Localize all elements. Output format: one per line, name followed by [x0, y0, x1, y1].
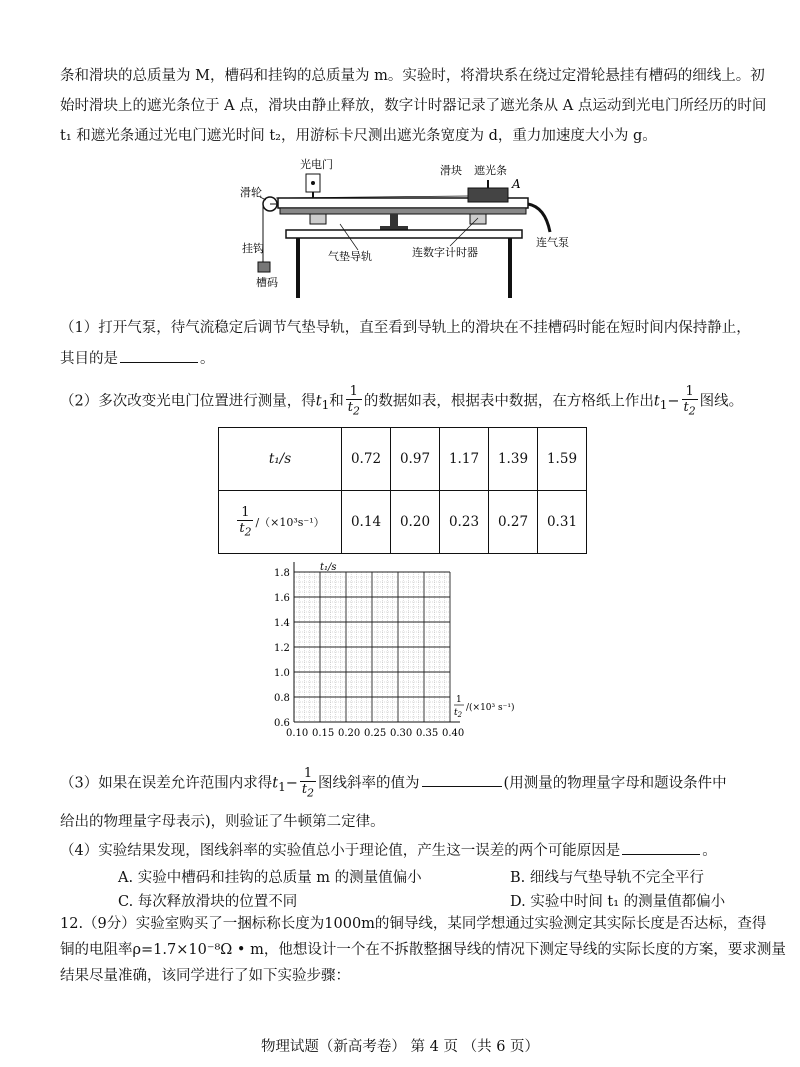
q2-frac-b-den: [682, 400, 698, 419]
q3-frac-t2: t: [301, 782, 308, 797]
slider-label: 滑块: [440, 164, 462, 177]
q3-line-2: 给出的物理量字母表示)，则验证了牛顿第二定律。: [60, 814, 385, 830]
table-cell: 0.27: [489, 491, 538, 554]
q2-middle: 的数据如表，根据表中数据，在方格纸上作出: [363, 393, 654, 410]
y-axis-label: t₁/s: [320, 562, 337, 573]
q1-answer-blank[interactable]: [120, 348, 198, 363]
q1-line-1: （1）打开气泵，待气流稳定后调节气垫导轨，直至看到导轨上的滑块在不挂槽码时能在短时间内保持静止，: [60, 320, 751, 336]
q4-prefix: （4）实验结果发现，图线斜率的实验值总小于理论值，产生这一误差的两个可能原因是: [60, 843, 621, 859]
y-tick-label: 0.6: [274, 718, 290, 729]
q3-dash: −: [285, 775, 298, 792]
q2-prefix: （2）多次改变光电门位置进行测量，得: [60, 393, 316, 410]
q12-line-1: 12.（9分）实验室购买了一捆标称长度为1000m的铜导线，某同学想通过实验测定其实际长度是否达标，查得: [60, 916, 767, 932]
x-tick-label: 0.25: [364, 728, 387, 739]
x-axis-frac-den: [454, 708, 463, 719]
timer-label: 连数字计时器: [412, 246, 478, 259]
y-tick-label: 1.2: [274, 643, 290, 654]
q4-option-c[interactable]: C. 每次释放滑块的位置不同: [118, 894, 298, 910]
air-track-label: 气垫导轨: [328, 250, 372, 263]
table-cell: 0.97: [391, 428, 440, 491]
table-frac-t2: t: [239, 520, 245, 536]
table-row-t1: [219, 428, 587, 491]
q2-dash: −: [667, 393, 680, 410]
hook-label: 挂钩: [242, 242, 264, 255]
q12-line-2: 铜的电阻率ρ=1.7×10⁻⁸Ω • m，他想设计一个在不拆散整捆导线的情况下测定导线的实际长度的方案，要求测量: [60, 942, 786, 958]
y-tick-label: 1.0: [274, 668, 290, 679]
q2-frac-b-num: 1: [682, 384, 698, 400]
q3-frac-den: [300, 782, 316, 801]
x-tick-label: 0.15: [312, 728, 335, 739]
q2-inverse-t2: [346, 384, 362, 419]
q2-inverse-t2-b: [682, 384, 698, 419]
x-tick-label: 0.35: [416, 728, 439, 739]
q2-frac-b-t2: t: [683, 400, 689, 415]
table-header-inverse-t2: [219, 491, 342, 554]
q3-t1: t: [272, 775, 279, 792]
table-frac-t2-sub: 2: [244, 525, 252, 539]
intro-line-3: t₁ 和遮光条通过光电门遮光时间 t₂，用游标卡尺测出遮光条宽度为 d，重力加速度大小为 g。: [60, 128, 657, 144]
q4-suffix: 。: [702, 843, 717, 859]
q2-t1-b: t: [653, 393, 660, 410]
q2-frac-t2-sub: 2: [352, 404, 360, 418]
y-tick-label: 1.6: [274, 593, 290, 604]
grid-lines: [294, 562, 460, 722]
q3-frac-num: 1: [300, 766, 316, 782]
x-axis-unit: /(×10³ s⁻¹): [466, 703, 515, 713]
intro-line-2: 始时滑块上的遮光条位于 A 点，滑块由静止释放，数字计时器记录了遮光条从 A 点运动到光电门所经历的时间: [60, 98, 767, 114]
q3-prefix: （3）如果在误差允许范围内求得: [60, 775, 273, 792]
q4-option-d[interactable]: D. 实验中时间 t₁ 的测量值都偏小: [510, 894, 726, 910]
air-track-apparatus-diagram: [240, 152, 580, 302]
x-tick-label: 0.40: [442, 728, 465, 739]
table-header-t1: t₁/s: [219, 428, 342, 491]
grid-labels: [274, 568, 464, 739]
graph-paper[interactable]: [260, 560, 550, 745]
q2-t1-sub: 1: [321, 398, 330, 413]
q2-frac-den: [346, 400, 362, 419]
q2-frac-num: 1: [346, 384, 362, 400]
x-axis-label: [454, 695, 515, 719]
x-tick-label: 0.30: [390, 728, 413, 739]
x-axis-frac-t-sub: 2: [457, 711, 463, 719]
pulley-label: 滑轮: [240, 186, 262, 199]
q1-line-2: [60, 348, 215, 369]
q3-line-1: [60, 766, 727, 801]
q2-suffix: 图线。: [699, 393, 744, 410]
q2-t1-b-sub: 1: [659, 398, 668, 413]
table-cell: 0.23: [440, 491, 489, 554]
x-tick-label: 0.20: [338, 728, 361, 739]
table-row-inverse-t2: [219, 491, 587, 554]
table-cell: 0.72: [342, 428, 391, 491]
page-footer: 物理试题（新高考卷） 第 4 页 （共 6 页）: [260, 1039, 540, 1055]
y-tick-label: 0.8: [274, 693, 290, 704]
q2-t1: t: [315, 393, 322, 410]
q2-frac-t2: t: [347, 400, 353, 415]
y-tick-label: 1.8: [274, 568, 290, 579]
x-axis-frac-num: 1: [456, 695, 462, 705]
table-cell: 1.39: [489, 428, 538, 491]
q2-stem: [60, 384, 743, 419]
table-cell: 1.59: [538, 428, 587, 491]
table-cell: 1.17: [440, 428, 489, 491]
table-cell: 0.31: [538, 491, 587, 554]
q4-stem: [60, 840, 717, 861]
data-table: [218, 427, 587, 554]
q2-and: 和: [329, 393, 344, 410]
q3-frac-t2-sub: 2: [307, 786, 315, 800]
y-tick-label: 1.4: [274, 618, 290, 629]
table-cell: 0.14: [342, 491, 391, 554]
q4-option-a[interactable]: A. 实验中槽码和挂钩的总质量 m 的测量值偏小: [118, 870, 422, 886]
q1-suffix: 。: [200, 351, 215, 367]
table-frac-num: 1: [237, 505, 253, 521]
q3-inverse-t2: [300, 766, 316, 801]
intro-line-1: 条和滑块的总质量为 M，槽码和挂钩的总质量为 m。实验时，将滑块系在绕过定滑轮悬挂有槽码的细线上。初: [60, 68, 765, 84]
table-frac-den: [237, 521, 253, 540]
table-header-unit: /（×10³s⁻¹）: [255, 515, 325, 529]
photogate-label: 光电门: [300, 158, 333, 171]
q3-answer-blank[interactable]: [422, 772, 502, 787]
table-cell: 0.20: [391, 491, 440, 554]
table-header-frac: [237, 505, 253, 540]
shade-label: 遮光条: [474, 164, 507, 177]
weights-label: 槽码: [256, 276, 278, 289]
point-a-label: A: [512, 177, 521, 191]
q1-prefix: 其目的是: [60, 351, 118, 367]
x-axis-frac-t: t: [454, 708, 458, 718]
q12-line-3: 结果尽量准确，该同学进行了如下实验步骤：: [60, 968, 350, 984]
q3-middle: 图线斜率的值为: [318, 775, 420, 792]
q4-answer-blank[interactable]: [622, 840, 700, 855]
pump-label: 连气泵: [536, 236, 569, 249]
q2-frac-b-t2-sub: 2: [688, 404, 696, 418]
x-tick-label: 0.10: [286, 728, 309, 739]
q3-t1-sub: 1: [278, 780, 286, 795]
q4-option-b[interactable]: B. 细线与气垫导轨不完全平行: [510, 870, 704, 886]
q3-suffix: (用测量的物理量字母和题设条件中: [503, 775, 727, 792]
